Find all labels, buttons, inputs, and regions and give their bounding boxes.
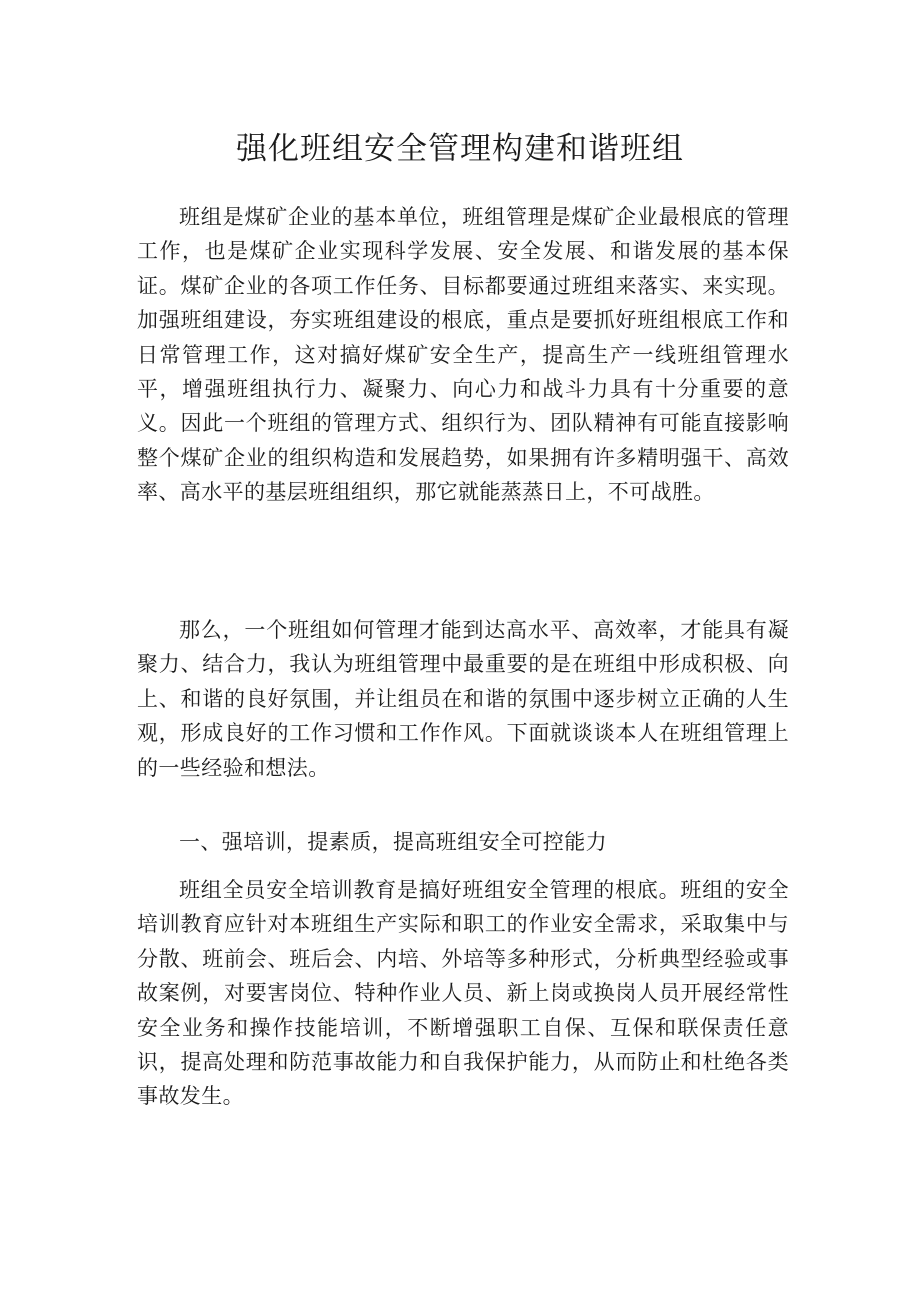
paragraph-intro: 班组是煤矿企业的基本单位，班组管理是煤矿企业最根底的管理工作，也是煤矿企业实现科学发展、安全发展、和谐发展的基本保证。煤矿企业的各项工作任务、目标都要通过班组来落实、来实现。加强班组建设，夯实班组建设的根底，重点是要抓好班组根底工作和日常管理工作，这对搞好煤矿安全生产，提高生产一线班组管理水平，增强班组执行力、凝聚力、向心力和战斗力具有十分重要的意义。因此一个班组的管理方式、组织行为、团队精神有可能直接影响整个煤矿企业的组织构造和发展趋势，如果拥有许多精明强干、高效率、高水平的基层班组组织，那它就能蒸蒸日上，不可战胜。 [137,205,789,505]
paragraph-approach: 那么，一个班组如何管理才能到达高水平、高效率，才能具有凝聚力、结合力，我认为班组管理中最重要的是在班组中形成积极、向上、和谐的良好氛围，并让组员在和谐的氛围中逐步树立正确的人生观，形成良好的工作习惯和工作作风。下面就谈谈本人在班组管理上的一些经验和想法。 [137,618,789,780]
paragraph-training: 班组全员安全培训教育是搞好班组安全管理的根底。班组的安全培训教育应针对本班组生产实际和职工的作业安全需求，采取集中与分散、班前会、班后会、内培、外培等多种形式，分析典型经验或事故案例，对要害岗位、特种作业人员、新上岗或换岗人员开展经常性安全业务和操作技能培训，不断增强职工自保、互保和联保责任意识，提高处理和防范事故能力和自我保护能力，从而防止和杜绝各类事故发生。 [137,878,789,1109]
document-title: 强化班组安全管理构建和谐班组 [236,131,684,167]
section-heading-training: 一、强培训，提素质，提高班组安全可控能力 [179,830,607,854]
